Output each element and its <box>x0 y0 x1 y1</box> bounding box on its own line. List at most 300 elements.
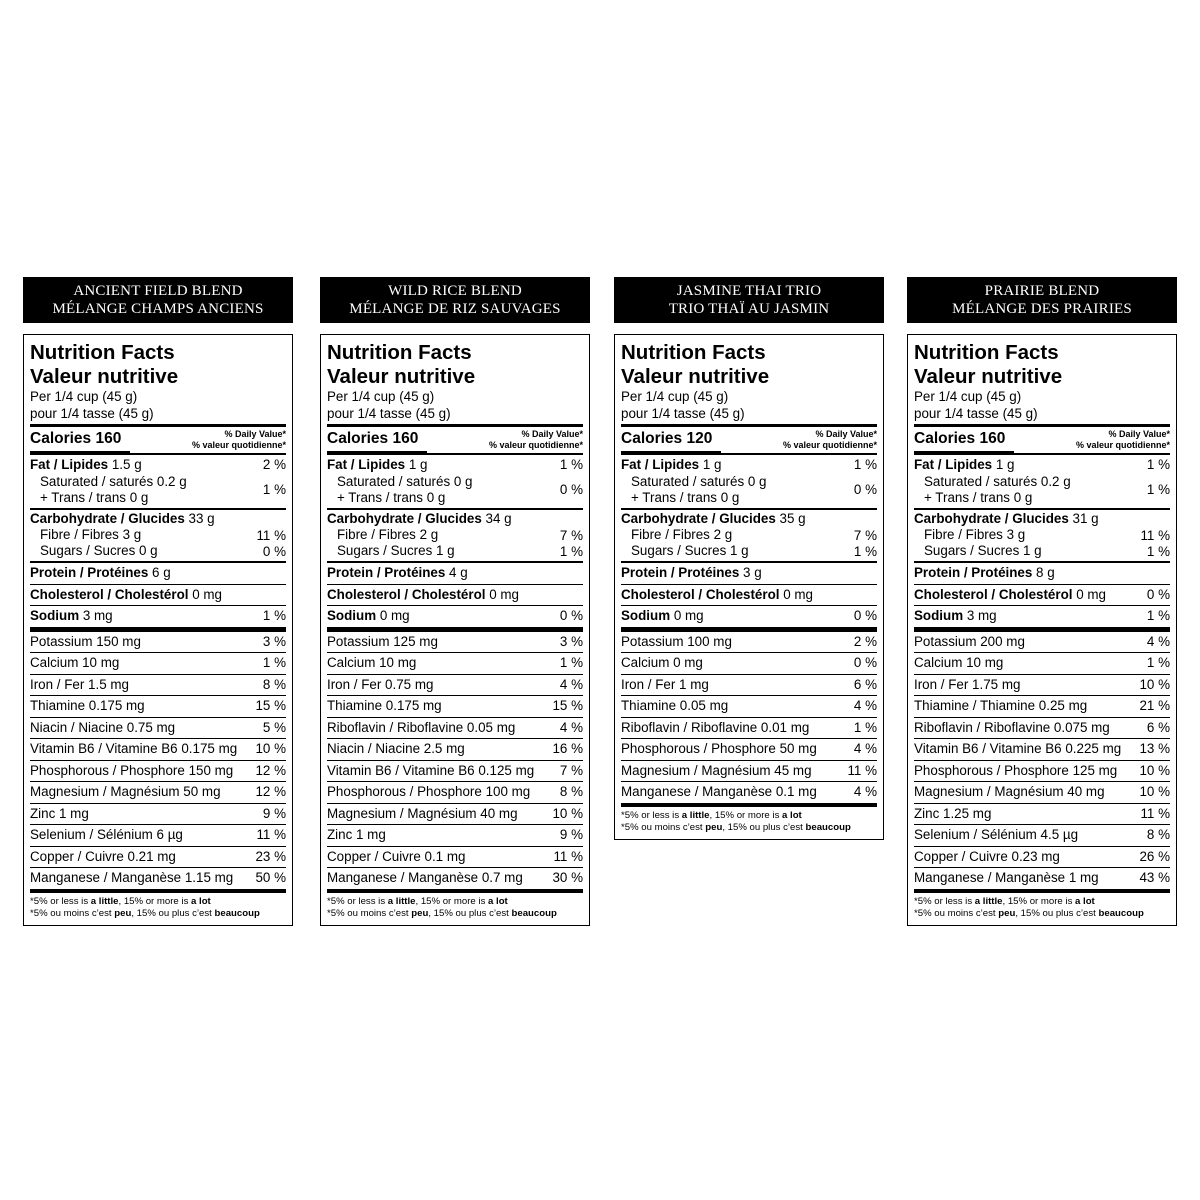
fat-amount: 1.5 g <box>111 457 142 472</box>
fat-subrows <box>914 474 1170 506</box>
sodium-row <box>621 606 877 627</box>
sugars-dv: 1 % <box>1146 543 1170 559</box>
footnote-fr: *5% ou moins c’est peu, 15% ou plus c’est beaucoup <box>621 822 851 833</box>
daily-value-header <box>489 429 583 450</box>
daily-value-fr: % valeur quotidienne* <box>191 439 286 450</box>
sugars-label: Sugars / Sucres <box>40 543 136 558</box>
mineral-row <box>914 825 1170 847</box>
mineral-row <box>327 696 583 718</box>
mineral-label: Zinc 1.25 mg <box>914 805 992 821</box>
nutrition-facts-title: Nutrition Facts <box>621 341 766 364</box>
mineral-label: Vitamin B6 / Vitamine B6 0.175 mg <box>30 741 238 756</box>
product-panel <box>907 277 1177 926</box>
daily-value-header <box>1076 429 1170 450</box>
fat-row <box>621 455 877 474</box>
mineral-dv: 8 % <box>559 784 583 799</box>
mineral-row <box>327 782 583 804</box>
carb-row <box>30 510 286 528</box>
mineral-dv: 4 % <box>853 784 877 799</box>
mineral-row <box>621 761 877 783</box>
product-name-en: PRAIRIE BLEND <box>984 283 1100 299</box>
carb-label: Carbohydrate / Glucides <box>327 510 482 526</box>
mineral-row <box>30 782 286 804</box>
sugars-amount: 0 g <box>139 543 158 558</box>
mineral-label: Riboflavin / Riboflavine 0.05 mg <box>327 719 516 735</box>
product-name-en: WILD RICE BLEND <box>388 283 522 299</box>
mineral-label: Selenium / Sélénium 6 µg <box>30 827 183 842</box>
sodium-dv: 0 % <box>559 608 583 623</box>
fibre-dv: 7 % <box>853 527 877 543</box>
daily-value-fr: % valeur quotidienne* <box>1075 439 1170 450</box>
footnote-fr: *5% ou moins c’est peu, 15% ou plus c’est beaucoup <box>327 908 557 919</box>
fibre-dv: 11 % <box>1140 527 1170 543</box>
sugars-row <box>327 543 583 559</box>
product-name-banner <box>320 277 590 323</box>
sodium-amount: 3 mg <box>82 608 113 623</box>
mineral-label: Iron / Fer 1.5 mg <box>30 676 129 692</box>
mineral-row <box>327 804 583 826</box>
footnote <box>914 893 1170 921</box>
product-name-fr: MÉLANGE CHAMPS ANCIENS <box>52 301 264 317</box>
mineral-row <box>914 868 1170 889</box>
sugars-row <box>914 543 1170 559</box>
mineral-dv: 3 % <box>262 633 286 649</box>
mineral-dv: 2 % <box>853 633 877 649</box>
sodium-amount: 3 mg <box>966 608 997 623</box>
daily-value-en: % Daily Value* <box>815 429 877 439</box>
cholesterol-label: Cholesterol / Cholestérol <box>621 586 780 602</box>
protein-amount: 4 g <box>449 565 468 580</box>
mineral-dv: 1 % <box>262 655 286 670</box>
fat-row <box>30 455 286 474</box>
trans-label: + Trans / trans <box>337 489 423 505</box>
protein-amount: 6 g <box>152 565 171 580</box>
protein-label: Protein / Protéines <box>621 565 740 580</box>
product-panel <box>23 277 293 926</box>
sugars-row <box>621 543 877 559</box>
mineral-row <box>914 782 1170 804</box>
valeur-nutritive-title: Valeur nutritive <box>327 365 476 388</box>
saturated-amount: 0.2 g <box>156 473 187 489</box>
mineral-row <box>621 739 877 761</box>
cholesterol-row <box>621 585 877 607</box>
carb-row <box>621 510 877 528</box>
serving-size-fr: pour 1/4 tasse (45 g) <box>914 405 1038 421</box>
cholesterol-amount: 0 mg <box>1076 586 1106 602</box>
mineral-row <box>327 868 583 889</box>
sodium-dv: 1 % <box>262 608 286 623</box>
mineral-dv: 11 % <box>847 762 877 778</box>
mineral-label: Thiamine 0.175 mg <box>30 698 145 713</box>
mineral-label: Vitamin B6 / Vitamine B6 0.225 mg <box>914 741 1122 756</box>
mineral-dv: 6 % <box>1146 719 1170 735</box>
cholesterol-row <box>914 585 1170 607</box>
footnote <box>621 807 877 835</box>
trans-amount: 0 g <box>129 489 149 505</box>
fibre-row <box>30 527 286 543</box>
mineral-row <box>327 718 583 740</box>
fibre-row <box>914 527 1170 543</box>
daily-value-header <box>783 429 877 450</box>
valeur-nutritive-title: Valeur nutritive <box>30 365 179 388</box>
fibre-amount: 2 g <box>419 527 439 542</box>
sugars-dv: 0 % <box>262 543 286 559</box>
mineral-label: Riboflavin / Riboflavine 0.01 mg <box>621 719 810 735</box>
nutrition-facts-label <box>614 334 884 840</box>
serving-size-en: Per 1/4 cup (45 g) <box>327 389 435 404</box>
mineral-dv: 4 % <box>1146 633 1170 649</box>
cholesterol-row <box>30 585 286 607</box>
mineral-row <box>30 761 286 783</box>
mineral-dv: 10 % <box>552 805 583 821</box>
mineral-row <box>914 739 1170 761</box>
mineral-dv: 1 % <box>853 719 877 735</box>
trans-label: + Trans / trans <box>40 489 126 505</box>
mineral-label: Iron / Fer 1.75 mg <box>914 676 1021 692</box>
mineral-dv: 8 % <box>1146 827 1170 842</box>
saturated-label: Saturated / saturés <box>631 473 745 489</box>
daily-value-en: % Daily Value* <box>224 429 286 439</box>
carb-row <box>914 510 1170 528</box>
nutrition-facts-title: Nutrition Facts <box>30 341 175 364</box>
mineral-dv: 3 % <box>559 633 583 649</box>
fat-dv: 1 % <box>1146 457 1170 472</box>
product-name-fr: MÉLANGE DES PRAIRIES <box>952 301 1132 317</box>
saturated-label: Saturated / saturés <box>337 473 451 489</box>
carb-label: Carbohydrate / Glucides <box>621 510 776 526</box>
carb-amount: 31 g <box>1072 510 1099 526</box>
sugars-amount: 1 g <box>1023 543 1042 558</box>
mineral-row <box>30 696 286 718</box>
mineral-label: Zinc 1 mg <box>30 805 89 821</box>
protein-row <box>30 563 286 585</box>
calories: Calories 160 <box>914 429 1014 453</box>
mineral-row <box>30 675 286 697</box>
mineral-row <box>30 804 286 826</box>
mineral-dv: 43 % <box>1139 870 1170 885</box>
daily-value-en: % Daily Value* <box>1108 429 1170 439</box>
trans-amount: 0 g <box>1013 489 1033 505</box>
mineral-dv: 1 % <box>559 655 583 670</box>
protein-amount: 8 g <box>1036 565 1055 580</box>
mineral-dv: 13 % <box>1139 741 1170 756</box>
daily-value-en: % Daily Value* <box>521 429 583 439</box>
mineral-label: Phosphorous / Phosphore 50 mg <box>621 741 817 756</box>
mineral-label: Manganese / Manganèse 0.7 mg <box>327 870 523 885</box>
sodium-row <box>30 606 286 627</box>
mineral-dv: 1 % <box>1146 655 1170 670</box>
saturated-amount: 0.2 g <box>1040 473 1071 489</box>
mineral-label: Niacin / Niacine 2.5 mg <box>327 741 465 756</box>
mineral-row <box>327 761 583 783</box>
sat-trans-dv: 1 % <box>1146 482 1170 497</box>
cholesterol-amount: 0 mg <box>783 586 813 602</box>
sodium-amount: 0 mg <box>379 608 410 623</box>
product-name-fr: MÉLANGE DE RIZ SAUVAGES <box>349 301 561 317</box>
vitamins-minerals-list <box>621 632 877 803</box>
protein-label: Protein / Protéines <box>914 565 1033 580</box>
fat-row <box>914 455 1170 474</box>
nutrition-facts-title: Nutrition Facts <box>327 341 472 364</box>
product-name-fr: TRIO THAÏ AU JASMIN <box>668 301 830 317</box>
mineral-dv: 0 % <box>853 655 877 670</box>
serving-size-fr: pour 1/4 tasse (45 g) <box>621 405 745 421</box>
mineral-row <box>914 847 1170 869</box>
mineral-dv: 26 % <box>1139 848 1170 864</box>
footnote <box>30 893 286 921</box>
mineral-row <box>327 847 583 869</box>
product-panel <box>614 277 884 840</box>
mineral-dv: 9 % <box>559 827 583 842</box>
calories: Calories 160 <box>327 429 427 453</box>
fibre-dv: 7 % <box>559 527 583 543</box>
product-name-banner <box>23 277 293 323</box>
mineral-label: Copper / Cuivre 0.23 mg <box>914 848 1060 864</box>
product-name-banner <box>614 277 884 323</box>
footnote-en: *5% or less is a little, 15% or more is a lot <box>30 895 211 907</box>
protein-label: Protein / Protéines <box>327 565 446 580</box>
mineral-row <box>327 825 583 847</box>
footnote-en: *5% or less is a little, 15% or more is a lot <box>621 809 802 821</box>
trans-label: + Trans / trans <box>631 489 717 505</box>
mineral-dv: 4 % <box>853 741 877 756</box>
sugars-amount: 1 g <box>730 543 749 558</box>
mineral-dv: 10 % <box>1139 762 1170 778</box>
mineral-dv: 16 % <box>552 741 583 756</box>
mineral-dv: 10 % <box>1139 784 1170 799</box>
carb-label: Carbohydrate / Glucides <box>30 510 185 526</box>
mineral-row <box>621 675 877 697</box>
sugars-row <box>30 543 286 559</box>
mineral-label: Potassium 200 mg <box>914 633 1025 649</box>
protein-label: Protein / Protéines <box>30 565 149 580</box>
mineral-label: Phosphorous / Phosphore 125 mg <box>914 762 1118 778</box>
serving-size-en: Per 1/4 cup (45 g) <box>914 389 1022 404</box>
fibre-amount: 3 g <box>1006 527 1026 542</box>
mineral-dv: 21 % <box>1139 698 1170 713</box>
product-name-en: ANCIENT FIELD BLEND <box>73 283 243 299</box>
saturated-label: Saturated / saturés <box>40 473 154 489</box>
sat-trans-dv: 0 % <box>559 482 583 497</box>
mineral-dv: 11 % <box>1140 805 1170 821</box>
mineral-row <box>30 825 286 847</box>
mineral-label: Riboflavin / Riboflavine 0.075 mg <box>914 719 1110 735</box>
mineral-row <box>327 632 583 654</box>
cholesterol-row <box>327 585 583 607</box>
mineral-dv: 11 % <box>256 827 286 842</box>
mineral-row <box>30 847 286 869</box>
sugars-label: Sugars / Sucres <box>924 543 1020 558</box>
carb-label: Carbohydrate / Glucides <box>914 510 1069 526</box>
mineral-label: Calcium 10 mg <box>914 655 1004 670</box>
trans-label: + Trans / trans <box>924 489 1010 505</box>
fibre-row <box>327 527 583 543</box>
sugars-label: Sugars / Sucres <box>337 543 433 558</box>
cholesterol-label: Cholesterol / Cholestérol <box>327 586 486 602</box>
carb-amount: 33 g <box>188 510 215 526</box>
mineral-dv: 10 % <box>255 741 286 756</box>
mineral-label: Thiamine / Thiamine 0.25 mg <box>914 698 1088 713</box>
mineral-label: Manganese / Manganèse 1.15 mg <box>30 870 234 885</box>
mineral-dv: 8 % <box>262 676 286 692</box>
mineral-row <box>914 696 1170 718</box>
carb-amount: 34 g <box>485 510 512 526</box>
mineral-row <box>327 675 583 697</box>
protein-row <box>327 563 583 585</box>
footnote-en: *5% or less is a little, 15% or more is a lot <box>914 895 1095 907</box>
mineral-label: Copper / Cuivre 0.21 mg <box>30 848 176 864</box>
mineral-dv: 12 % <box>255 784 286 799</box>
mineral-row <box>914 675 1170 697</box>
trans-amount: 0 g <box>720 489 740 505</box>
sodium-label: Sodium <box>914 608 964 623</box>
calories: Calories 120 <box>621 429 721 453</box>
sodium-label: Sodium <box>327 608 377 623</box>
mineral-row <box>914 761 1170 783</box>
nutrition-facts-label <box>907 334 1177 926</box>
mineral-label: Thiamine 0.05 mg <box>621 698 729 713</box>
fat-subrows <box>327 474 583 506</box>
sugars-amount: 1 g <box>436 543 455 558</box>
fat-subrows <box>30 474 286 506</box>
sat-trans-dv: 1 % <box>262 482 286 497</box>
mineral-label: Zinc 1 mg <box>327 827 386 842</box>
cholesterol-dv: 0 % <box>1146 586 1170 602</box>
mineral-dv: 15 % <box>255 698 286 713</box>
fibre-label: Fibre / Fibres <box>631 527 710 542</box>
mineral-dv: 6 % <box>853 676 877 692</box>
fat-amount: 1 g <box>408 457 428 472</box>
nutrition-facts-title: Nutrition Facts <box>914 341 1059 364</box>
protein-row <box>621 563 877 585</box>
mineral-label: Vitamin B6 / Vitamine B6 0.125 mg <box>327 762 535 778</box>
fat-amount: 1 g <box>702 457 722 472</box>
vitamins-minerals-list <box>30 632 286 889</box>
sugars-label: Sugars / Sucres <box>631 543 727 558</box>
mineral-row <box>621 653 877 675</box>
product-name-banner <box>907 277 1177 323</box>
fat-amount: 1 g <box>995 457 1015 472</box>
sugars-dv: 1 % <box>853 543 877 559</box>
mineral-label: Magnesium / Magnésium 45 mg <box>621 762 812 778</box>
fibre-dv: 11 % <box>256 527 286 543</box>
mineral-row <box>30 868 286 889</box>
fibre-amount: 3 g <box>122 527 142 542</box>
mineral-label: Copper / Cuivre 0.1 mg <box>327 848 466 864</box>
nutrition-facts-label <box>23 334 293 926</box>
mineral-label: Iron / Fer 1 mg <box>621 676 709 692</box>
trans-amount: 0 g <box>426 489 446 505</box>
mineral-label: Potassium 150 mg <box>30 633 141 649</box>
mineral-dv: 9 % <box>262 805 286 821</box>
mineral-row <box>327 653 583 675</box>
mineral-row <box>30 718 286 740</box>
mineral-row <box>914 804 1170 826</box>
mineral-row <box>30 653 286 675</box>
mineral-row <box>621 718 877 740</box>
mineral-label: Calcium 0 mg <box>621 655 703 670</box>
serving-size-fr: pour 1/4 tasse (45 g) <box>30 405 154 421</box>
mineral-label: Calcium 10 mg <box>30 655 120 670</box>
serving-size-fr: pour 1/4 tasse (45 g) <box>327 405 451 421</box>
mineral-row <box>621 632 877 654</box>
fibre-label: Fibre / Fibres <box>924 527 1003 542</box>
fat-dv: 1 % <box>853 457 877 472</box>
mineral-dv: 30 % <box>552 870 583 885</box>
sodium-dv: 1 % <box>1146 608 1170 623</box>
mineral-label: Iron / Fer 0.75 mg <box>327 676 434 692</box>
footnote-fr: *5% ou moins c’est peu, 15% ou plus c’est beaucoup <box>30 908 260 919</box>
mineral-label: Phosphorous / Phosphore 100 mg <box>327 784 531 799</box>
daily-value-fr: % valeur quotidienne* <box>782 439 877 450</box>
carb-row <box>327 510 583 528</box>
footnote <box>327 893 583 921</box>
mineral-row <box>621 696 877 718</box>
carb-amount: 35 g <box>779 510 806 526</box>
mineral-dv: 5 % <box>262 719 286 735</box>
mineral-row <box>914 653 1170 675</box>
fibre-amount: 2 g <box>713 527 733 542</box>
cholesterol-amount: 0 mg <box>192 586 222 602</box>
fat-label: Fat / Lipides <box>327 457 406 472</box>
mineral-dv: 4 % <box>559 719 583 735</box>
mineral-label: Magnesium / Magnésium 40 mg <box>327 805 518 821</box>
sodium-label: Sodium <box>30 608 80 623</box>
mineral-row <box>914 718 1170 740</box>
mineral-row <box>327 739 583 761</box>
mineral-label: Magnesium / Magnésium 40 mg <box>914 784 1105 799</box>
product-name-en: JASMINE THAI TRIO <box>676 283 822 299</box>
serving-size-en: Per 1/4 cup (45 g) <box>621 389 729 404</box>
vitamins-minerals-list <box>914 632 1170 889</box>
mineral-label: Manganese / Manganèse 1 mg <box>914 870 1099 885</box>
cholesterol-amount: 0 mg <box>489 586 519 602</box>
daily-value-fr: % valeur quotidienne* <box>488 439 583 450</box>
serving-size-en: Per 1/4 cup (45 g) <box>30 389 138 404</box>
fat-subrows <box>621 474 877 506</box>
mineral-dv: 7 % <box>559 762 583 778</box>
saturated-label: Saturated / saturés <box>924 473 1038 489</box>
fat-label: Fat / Lipides <box>914 457 993 472</box>
mineral-row <box>30 632 286 654</box>
daily-value-header <box>192 429 286 450</box>
mineral-dv: 11 % <box>553 848 583 864</box>
fat-label: Fat / Lipides <box>30 457 109 472</box>
mineral-label: Phosphorous / Phosphore 150 mg <box>30 762 234 778</box>
protein-row <box>914 563 1170 585</box>
mineral-row <box>30 739 286 761</box>
saturated-amount: 0 g <box>747 473 767 489</box>
mineral-row <box>914 632 1170 654</box>
mineral-dv: 50 % <box>255 870 286 885</box>
mineral-row <box>621 782 877 803</box>
mineral-label: Niacin / Niacine 0.75 mg <box>30 719 176 735</box>
sodium-amount: 0 mg <box>673 608 704 623</box>
cholesterol-label: Cholesterol / Cholestérol <box>30 586 189 602</box>
fibre-label: Fibre / Fibres <box>337 527 416 542</box>
mineral-label: Selenium / Sélénium 4.5 µg <box>914 827 1079 842</box>
mineral-label: Potassium 100 mg <box>621 633 732 649</box>
nutrition-facts-label <box>320 334 590 926</box>
mineral-dv: 4 % <box>559 676 583 692</box>
mineral-dv: 12 % <box>255 762 286 778</box>
fibre-row <box>621 527 877 543</box>
protein-amount: 3 g <box>743 565 762 580</box>
mineral-dv: 23 % <box>255 848 286 864</box>
mineral-dv: 10 % <box>1139 676 1170 692</box>
product-panel <box>320 277 590 926</box>
footnote-en: *5% or less is a little, 15% or more is a lot <box>327 895 508 907</box>
